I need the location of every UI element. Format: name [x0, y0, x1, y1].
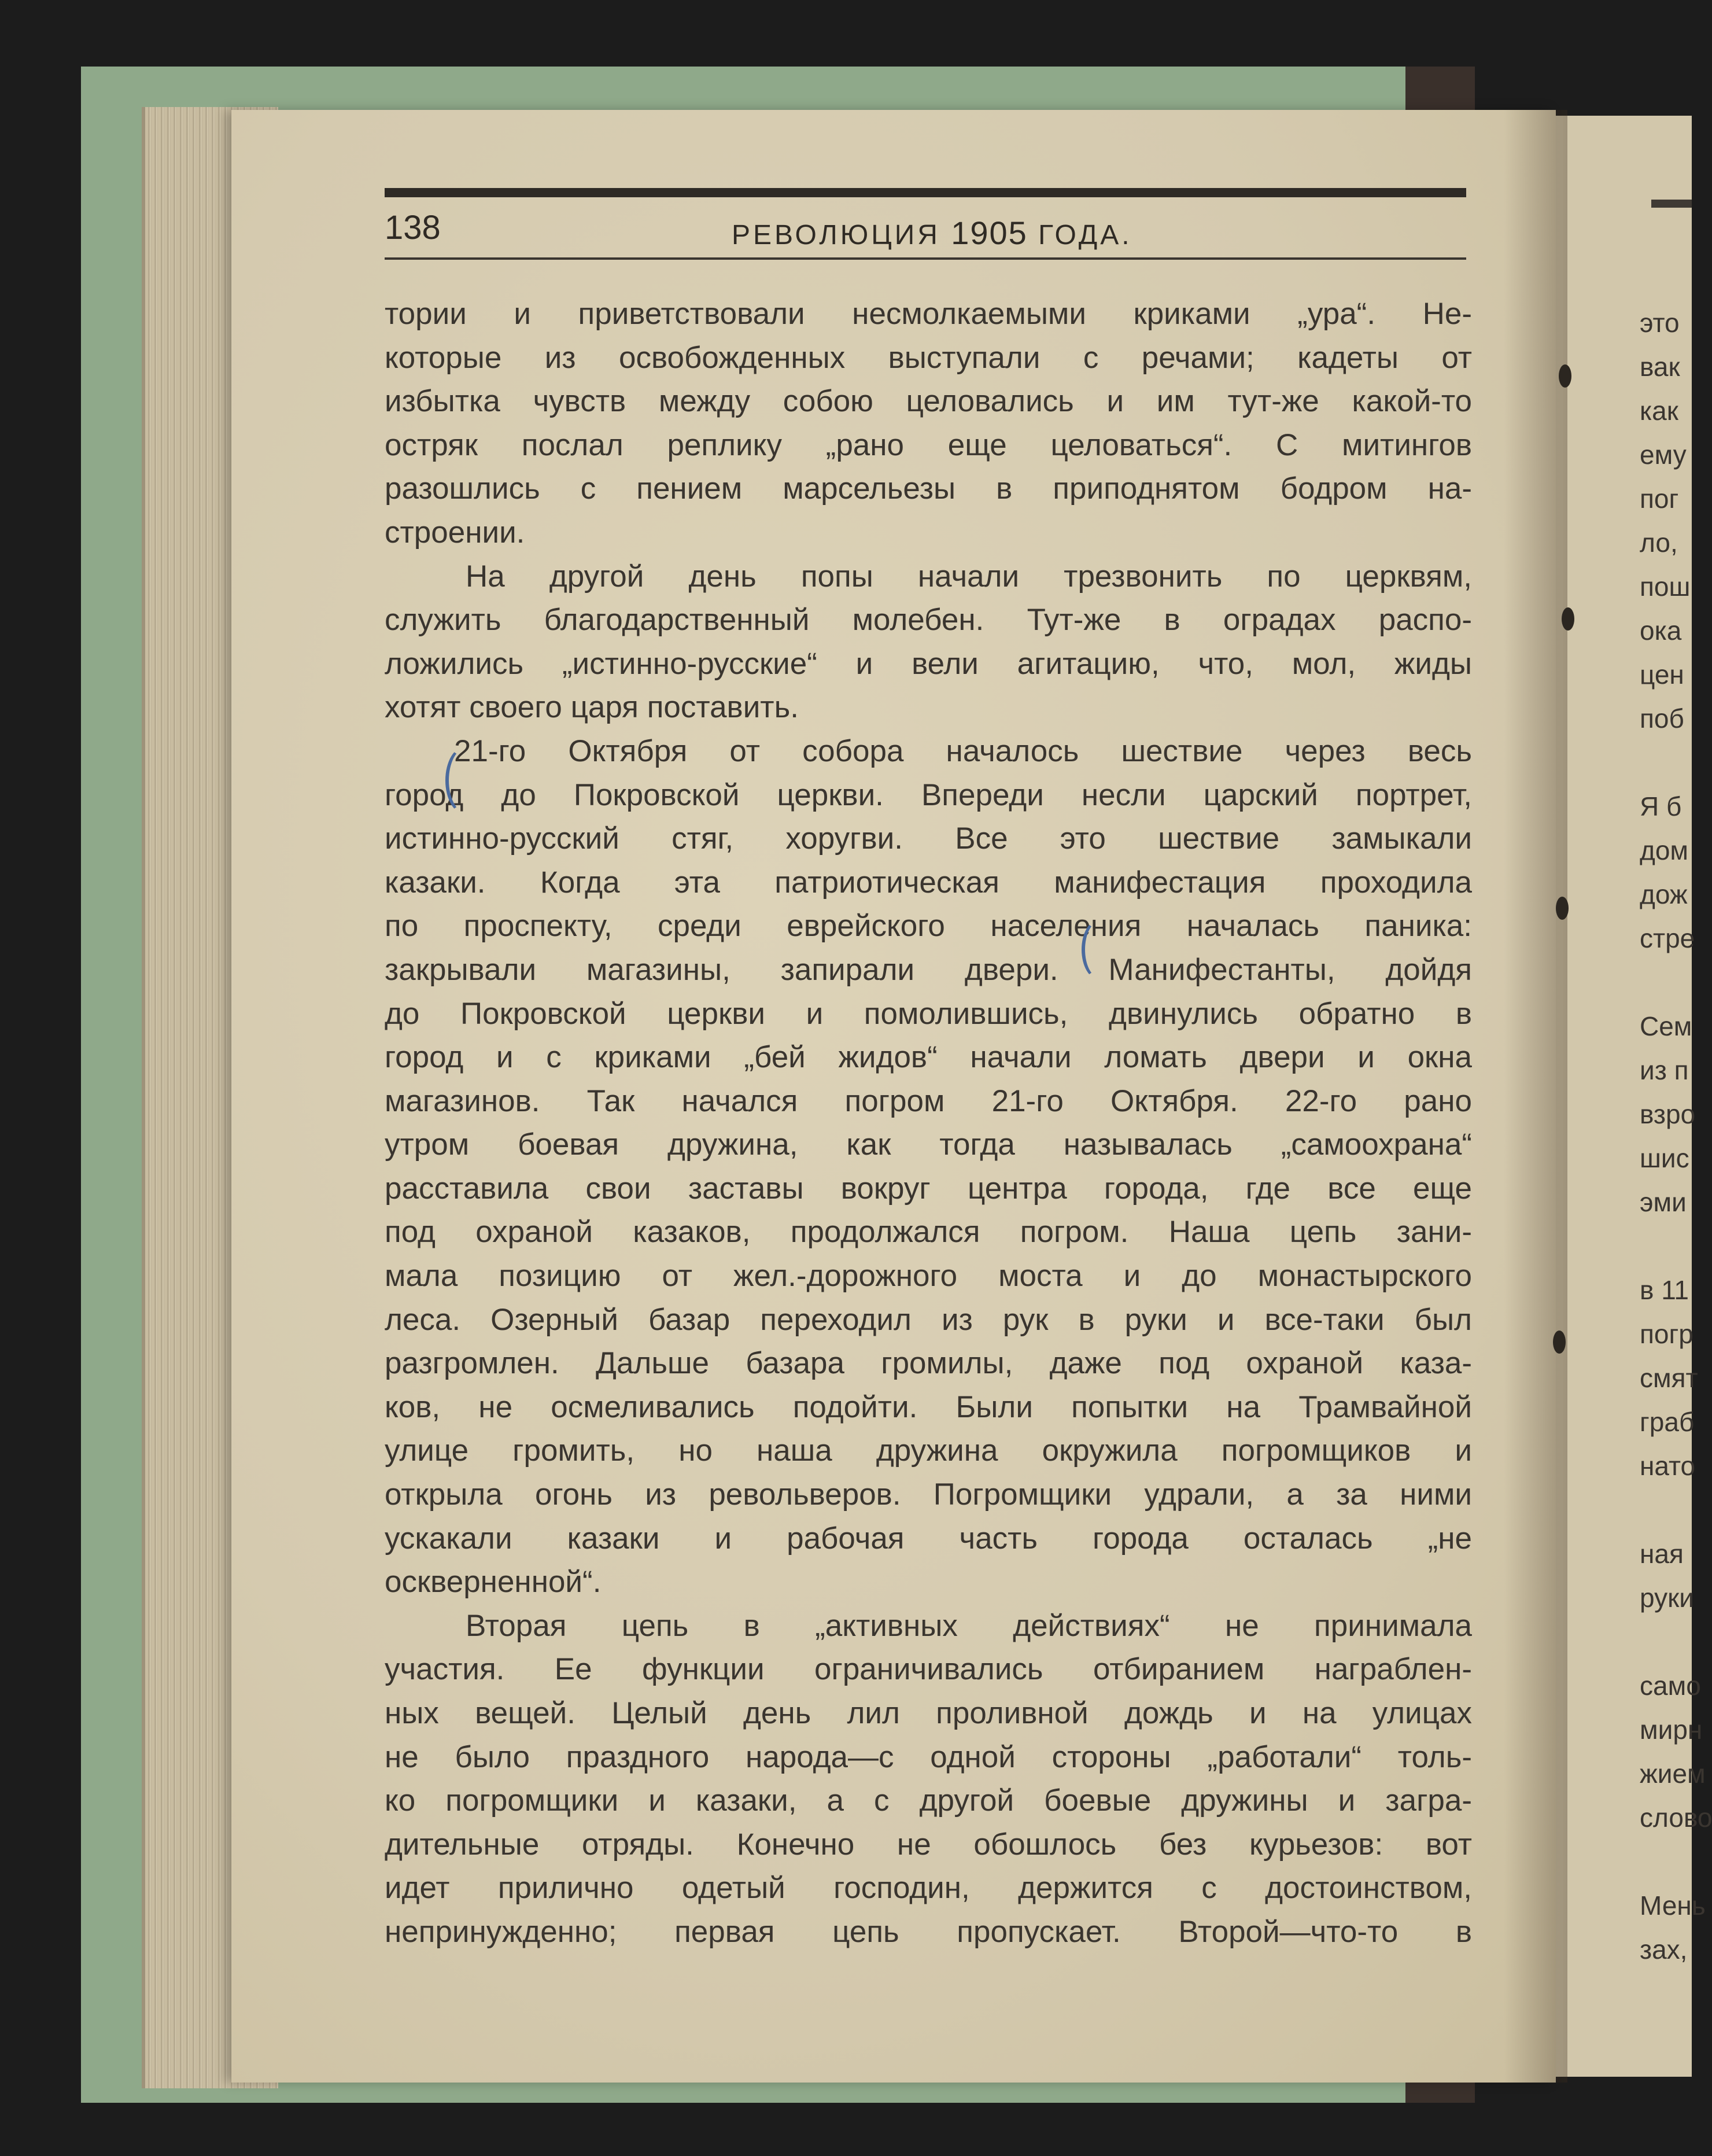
- text-line: хотят своего царя поставить.: [385, 690, 799, 725]
- facing-page-line: [1640, 960, 1692, 1004]
- text-line: разошлись с пением марсельезы в приподнятом бодром на-: [385, 471, 1472, 506]
- text-line: избытка чувств между собою целовались и им тут-же какой-то: [385, 384, 1472, 419]
- text-line: казаки. Когда эта патриотическая манифестация проходила: [385, 865, 1472, 900]
- text-line: ных вещей. Целый день лил проливной дождь и на улицах: [385, 1696, 1472, 1730]
- facing-page-line: взро: [1640, 1099, 1696, 1129]
- binding-hole: [1553, 1331, 1566, 1354]
- facing-page-line: пош: [1640, 572, 1691, 602]
- facing-page-line: Сем: [1640, 1011, 1692, 1041]
- facing-page-line: из п: [1640, 1055, 1689, 1085]
- ink-bracket-mark: [1082, 920, 1116, 979]
- text-line: город до Покровской церкви. Впереди несли царский портрет,: [385, 777, 1472, 812]
- facing-page-line: граб: [1640, 1407, 1695, 1437]
- facing-page-line: жием: [1640, 1759, 1706, 1789]
- text-line: открыла огонь из револьверов. Погромщики удрали, а за ними: [385, 1477, 1472, 1512]
- text-line: ко погромщики и казаки, а с другой боевые дружины и загра-: [385, 1783, 1472, 1818]
- facing-page-line: это: [1640, 308, 1680, 338]
- text-line: На другой день попы начали трезвонить по церквям,: [466, 559, 1472, 594]
- facing-page-line: смят: [1640, 1363, 1698, 1393]
- facing-page-line: зах,: [1640, 1934, 1688, 1965]
- text-line: расставила свои заставы вокруг центра города, где все еще: [385, 1171, 1472, 1206]
- header-rule-bottom: [385, 257, 1466, 260]
- text-line: мала позицию от жел.-дорожного моста и до монастырского: [385, 1259, 1472, 1293]
- text-line: 21-го Октября от собора началось шествие через весь: [454, 734, 1472, 768]
- text-line: до Покровской церкви и помолившись, двинулись обратно в: [385, 996, 1472, 1031]
- facing-page-line: пог: [1640, 484, 1679, 514]
- text-line: служить благодарственный молебен. Тут-же в оградах распо-: [385, 603, 1472, 637]
- text-line: строении.: [385, 515, 525, 550]
- facing-page-line: вак: [1640, 352, 1680, 382]
- facing-page-line: эми: [1640, 1187, 1687, 1217]
- facing-page-line: [1640, 1840, 1692, 1884]
- facing-page-line: в 11: [1640, 1275, 1689, 1305]
- header-rule-top: [385, 188, 1466, 197]
- facing-page-line: как: [1640, 396, 1678, 426]
- text-line: разгромлен. Дальше базара громилы, даже под охраной каза-: [385, 1346, 1472, 1381]
- ink-bracket-mark: [445, 746, 486, 815]
- binding-hole: [1562, 607, 1574, 631]
- text-line: которые из освобожденных выступали с речами; кадеты от: [385, 340, 1472, 375]
- facing-page-line: само: [1640, 1671, 1701, 1701]
- text-line: Вторая цепь в „активных действиях“ не принимала: [466, 1608, 1472, 1643]
- running-head-year: 1905: [951, 215, 1028, 251]
- body-text: [385, 292, 1472, 1954]
- text-line: магазинов. Так начался погром 21-го Октября. 22-го рано: [385, 1083, 1472, 1118]
- facing-page-line: слово: [1640, 1803, 1712, 1833]
- running-head-prefix: РЕВОЛЮЦИЯ: [732, 220, 951, 250]
- facing-page-line: ная: [1640, 1539, 1684, 1569]
- text-line: не было праздного народа—с одной стороны „работали“ толь-: [385, 1739, 1472, 1774]
- facing-page-line: стре: [1640, 923, 1695, 953]
- text-line: ложились „истинно-русские“ и вели агитацию, что, мол, жиды: [385, 646, 1472, 681]
- facing-page-line: нато: [1640, 1451, 1696, 1481]
- facing-page-line: поб: [1640, 703, 1684, 734]
- facing-page-line: шис: [1640, 1143, 1689, 1173]
- text-line: город и с криками „бей жидов“ начали ломать двери и окна: [385, 1040, 1472, 1075]
- facing-page-text: [1640, 301, 1712, 1971]
- gutter-shadow: [1504, 110, 1567, 2083]
- text-line: остряк послал реплику „рано еще целоваться“. С митингов: [385, 427, 1472, 462]
- text-line: оскверненной“.: [385, 1565, 602, 1600]
- text-line: идет прилично одетый господин, держится с достоинством,: [385, 1871, 1472, 1906]
- running-head-suffix: ГОДА.: [1027, 220, 1132, 250]
- text-line: дительные отряды. Конечно не обошлось без курьезов: вот: [385, 1827, 1472, 1862]
- text-line: ков, не осмеливались подойти. Были попытки на Трамвайной: [385, 1390, 1472, 1424]
- facing-page-line: [1640, 1620, 1692, 1664]
- facing-page-line: погр: [1640, 1319, 1693, 1349]
- binding-hole: [1559, 364, 1571, 388]
- facing-page-line: Мень: [1640, 1890, 1706, 1921]
- facing-page-line: ока: [1640, 616, 1682, 646]
- text-line: ускакали казаки и рабочая часть города осталась „не: [385, 1521, 1472, 1556]
- text-line: под охраной казаков, продолжался погром. Наша цепь зани-: [385, 1215, 1472, 1250]
- facing-page-header-rule: [1651, 200, 1692, 208]
- binding-hole: [1556, 897, 1569, 920]
- text-line: непринужденно; первая цепь пропускает. Второй—что-то в: [385, 1914, 1472, 1949]
- facing-page-line: мирн: [1640, 1715, 1703, 1745]
- facing-page-line: цен: [1640, 659, 1684, 690]
- facing-page-line: [1640, 740, 1692, 784]
- facing-page-line: ему: [1640, 440, 1687, 470]
- text-line: по проспекту, среди еврейского населения началась паника:: [385, 909, 1472, 944]
- text-line: улице громить, но наша дружина окружила погромщиков и: [385, 1433, 1472, 1468]
- facing-page-line: [1640, 1488, 1692, 1532]
- facing-page-line: дом: [1640, 835, 1689, 865]
- text-line: истинно-русский стяг, хоругви. Все это шествие замыкали: [385, 821, 1472, 856]
- facing-page-line: дож: [1640, 879, 1688, 909]
- text-line: закрывали магазины, запирали двери. Манифестанты, дойдя: [385, 952, 1472, 987]
- text-line: леса. Озерный базар переходил из рук в руки и все-таки был: [385, 1302, 1472, 1337]
- facing-page-line: ло,: [1640, 528, 1678, 558]
- text-line: утром боевая дружина, как тогда называлась „самоохрана“: [385, 1127, 1472, 1162]
- facing-page-line: [1640, 1224, 1692, 1268]
- page-number: 138: [385, 209, 441, 246]
- text-line: участия. Ее функции ограничивались отбиранием награблен-: [385, 1652, 1472, 1687]
- text-line: тории и приветствовали несмолкаемыми криками „ура“. Не-: [385, 297, 1472, 331]
- facing-page-line: Я б: [1640, 791, 1682, 821]
- running-head: [732, 214, 1132, 252]
- facing-page-line: руки: [1640, 1583, 1694, 1613]
